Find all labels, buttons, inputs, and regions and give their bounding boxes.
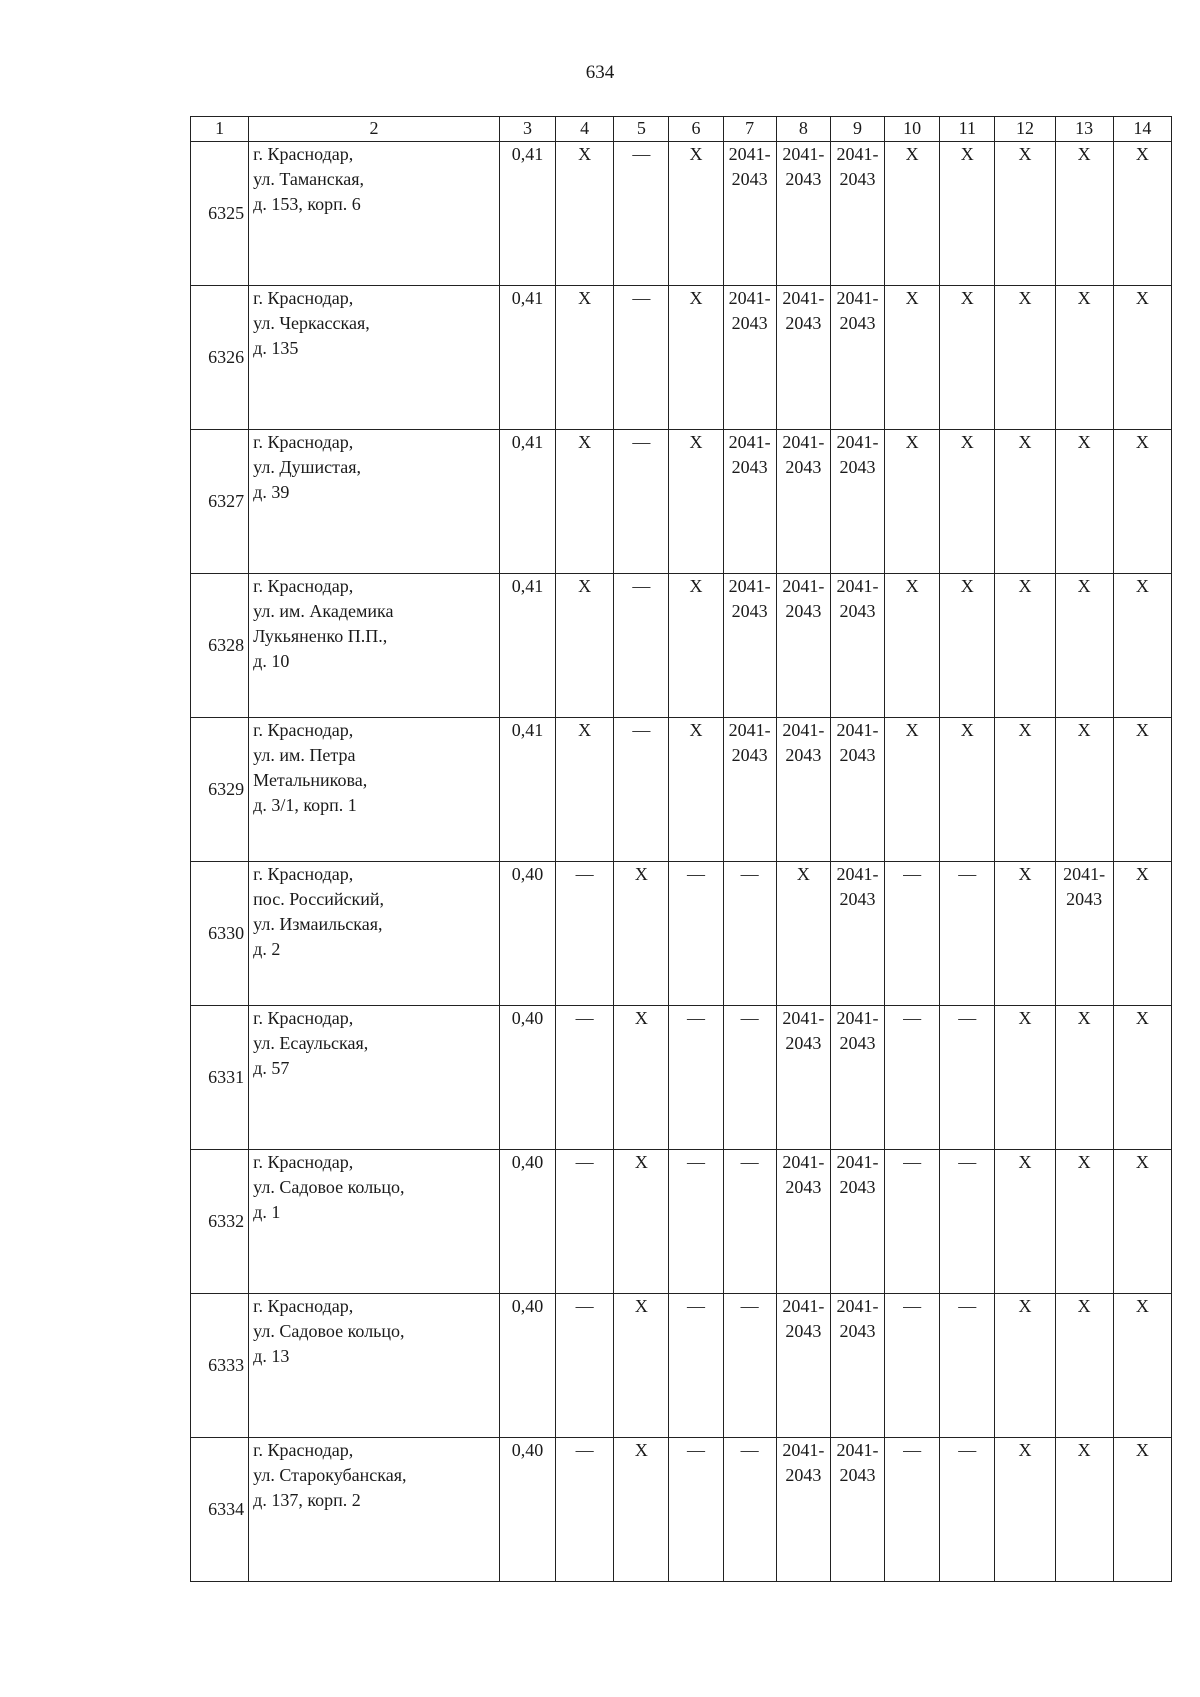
value-cell: Х [940,574,995,718]
column-header: 14 [1113,117,1171,142]
address-cell: г. Краснодар, ул. Душистая, д. 39 [249,430,500,574]
table-row [191,430,1172,574]
address-cell: г. Краснодар, ул. им. Петра Метальникова, д. 3/1, корп. 1 [249,718,500,862]
row-number: 6330 [191,862,249,1006]
address-cell: г. Краснодар, ул. им. Академика Лукьяненко П.П., д. 10 [249,574,500,718]
value-cell: Х [995,430,1055,574]
area-cell: 0,40 [499,1438,555,1582]
value-cell: — [669,1438,723,1582]
value-cell: — [614,430,669,574]
column-header: 2 [249,117,500,142]
column-header: 7 [723,117,776,142]
address-cell: г. Краснодар, ул. Таманская, д. 153, корп. 6 [249,142,500,286]
table-row [191,1438,1172,1582]
value-cell: 2041- 2043 [776,574,830,718]
value-cell: 2041- 2043 [723,286,776,430]
value-cell: — [723,1438,776,1582]
value-cell: Х [995,718,1055,862]
value-cell: — [614,574,669,718]
row-number: 6326 [191,286,249,430]
row-number: 6327 [191,430,249,574]
column-header: 12 [995,117,1055,142]
value-cell: Х [1055,286,1113,430]
table-row [191,1150,1172,1294]
area-cell: 0,41 [499,574,555,718]
value-cell: Х [1113,862,1171,1006]
address-cell: г. Краснодар, ул. Садовое кольцо, д. 13 [249,1294,500,1438]
value-cell: Х [669,142,723,286]
value-cell: Х [556,286,614,430]
value-cell: 2041- 2043 [776,1150,830,1294]
value-cell: Х [1055,574,1113,718]
value-cell: Х [885,574,940,718]
value-cell: Х [669,286,723,430]
value-cell: Х [556,430,614,574]
value-cell: Х [940,430,995,574]
value-cell: Х [1055,1294,1113,1438]
value-cell: Х [995,1438,1055,1582]
value-cell: Х [1113,286,1171,430]
value-cell: 2041- 2043 [830,142,884,286]
column-header: 8 [776,117,830,142]
value-cell: 2041- 2043 [776,718,830,862]
value-cell: Х [669,574,723,718]
value-cell: Х [995,1150,1055,1294]
value-cell: — [885,1150,940,1294]
value-cell: Х [1113,1150,1171,1294]
value-cell: 2041- 2043 [830,862,884,1006]
value-cell: Х [995,286,1055,430]
value-cell: — [723,1294,776,1438]
value-cell: Х [614,862,669,1006]
value-cell: Х [885,142,940,286]
value-cell: Х [1113,718,1171,862]
value-cell: Х [1055,142,1113,286]
value-cell: — [669,1006,723,1150]
value-cell: — [669,862,723,1006]
value-cell: Х [776,862,830,1006]
row-number: 6333 [191,1294,249,1438]
value-cell: Х [995,1294,1055,1438]
value-cell: Х [885,286,940,430]
value-cell: Х [1113,1006,1171,1150]
area-cell: 0,40 [499,1006,555,1150]
value-cell: 2041- 2043 [1055,862,1113,1006]
value-cell: Х [1113,1294,1171,1438]
value-cell: — [723,862,776,1006]
address-cell: г. Краснодар, ул. Черкасская, д. 135 [249,286,500,430]
value-cell: — [940,1438,995,1582]
value-cell: — [940,1294,995,1438]
table-body [191,142,1172,1582]
table-row [191,142,1172,286]
area-cell: 0,41 [499,142,555,286]
value-cell: Х [995,862,1055,1006]
row-number: 6325 [191,142,249,286]
column-header: 6 [669,117,723,142]
value-cell: Х [1055,718,1113,862]
value-cell: — [556,1006,614,1150]
value-cell: Х [885,718,940,862]
value-cell: Х [556,574,614,718]
value-cell: — [614,286,669,430]
value-cell: 2041- 2043 [723,430,776,574]
value-cell: 2041- 2043 [776,1006,830,1150]
address-cell: г. Краснодар, ул. Старокубанская, д. 137, корп. 2 [249,1438,500,1582]
value-cell: 2041- 2043 [830,430,884,574]
value-cell: 2041- 2043 [776,1294,830,1438]
value-cell: Х [1055,1438,1113,1582]
value-cell: — [556,1438,614,1582]
value-cell: Х [995,142,1055,286]
value-cell: 2041- 2043 [830,286,884,430]
value-cell: 2041- 2043 [723,574,776,718]
column-header: 11 [940,117,995,142]
table-row [191,862,1172,1006]
address-cell: г. Краснодар, ул. Есаульская, д. 57 [249,1006,500,1150]
value-cell: — [940,1006,995,1150]
column-header: 10 [885,117,940,142]
value-cell: Х [1113,142,1171,286]
value-cell: — [614,142,669,286]
value-cell: — [669,1150,723,1294]
value-cell: Х [614,1006,669,1150]
value-cell: 2041- 2043 [723,142,776,286]
value-cell: 2041- 2043 [776,142,830,286]
table-row [191,286,1172,430]
value-cell: — [885,1294,940,1438]
row-number: 6331 [191,1006,249,1150]
value-cell: Х [614,1150,669,1294]
address-cell: г. Краснодар, ул. Садовое кольцо, д. 1 [249,1150,500,1294]
area-cell: 0,41 [499,718,555,862]
row-number: 6334 [191,1438,249,1582]
area-cell: 0,40 [499,1294,555,1438]
table-row [191,718,1172,862]
value-cell: — [885,1438,940,1582]
value-cell: 2041- 2043 [830,1150,884,1294]
value-cell: — [614,718,669,862]
value-cell: Х [885,430,940,574]
column-header: 1 [191,117,249,142]
value-cell: 2041- 2043 [830,718,884,862]
value-cell: — [940,862,995,1006]
value-cell: — [556,862,614,1006]
value-cell: Х [1113,574,1171,718]
value-cell: — [885,1006,940,1150]
value-cell: 2041- 2043 [830,574,884,718]
area-cell: 0,41 [499,286,555,430]
column-header: 5 [614,117,669,142]
value-cell: 2041- 2043 [830,1438,884,1582]
value-cell: Х [940,286,995,430]
value-cell: Х [1055,430,1113,574]
address-cell: г. Краснодар, пос. Российский, ул. Измаильская, д. 2 [249,862,500,1006]
value-cell: — [723,1150,776,1294]
value-cell: Х [940,142,995,286]
page-number: 634 [585,62,615,83]
value-cell: — [940,1150,995,1294]
column-header: 4 [556,117,614,142]
row-number: 6329 [191,718,249,862]
table-row [191,574,1172,718]
area-cell: 0,41 [499,430,555,574]
table-row [191,1006,1172,1150]
column-header: 3 [499,117,555,142]
value-cell: Х [1055,1150,1113,1294]
value-cell: — [723,1006,776,1150]
value-cell: — [556,1150,614,1294]
registry-table [190,116,1172,1582]
row-number: 6332 [191,1150,249,1294]
value-cell: Х [614,1294,669,1438]
table-header [191,117,1172,142]
value-cell: Х [1113,1438,1171,1582]
value-cell: 2041- 2043 [830,1006,884,1150]
value-cell: Х [995,1006,1055,1150]
value-cell: Х [940,718,995,862]
value-cell: 2041- 2043 [776,430,830,574]
header-row [191,117,1172,142]
value-cell: — [885,862,940,1006]
value-cell: 2041- 2043 [776,1438,830,1582]
value-cell: Х [556,142,614,286]
value-cell: Х [1113,430,1171,574]
area-cell: 0,40 [499,1150,555,1294]
value-cell: 2041- 2043 [830,1294,884,1438]
value-cell: — [556,1294,614,1438]
value-cell: Х [614,1438,669,1582]
value-cell: Х [556,718,614,862]
value-cell: 2041- 2043 [723,718,776,862]
value-cell: Х [995,574,1055,718]
value-cell: — [669,1294,723,1438]
column-header: 13 [1055,117,1113,142]
value-cell: Х [1055,1006,1113,1150]
row-number: 6328 [191,574,249,718]
value-cell: Х [669,718,723,862]
value-cell: Х [669,430,723,574]
area-cell: 0,40 [499,862,555,1006]
column-header: 9 [830,117,884,142]
value-cell: 2041- 2043 [776,286,830,430]
table-row [191,1294,1172,1438]
